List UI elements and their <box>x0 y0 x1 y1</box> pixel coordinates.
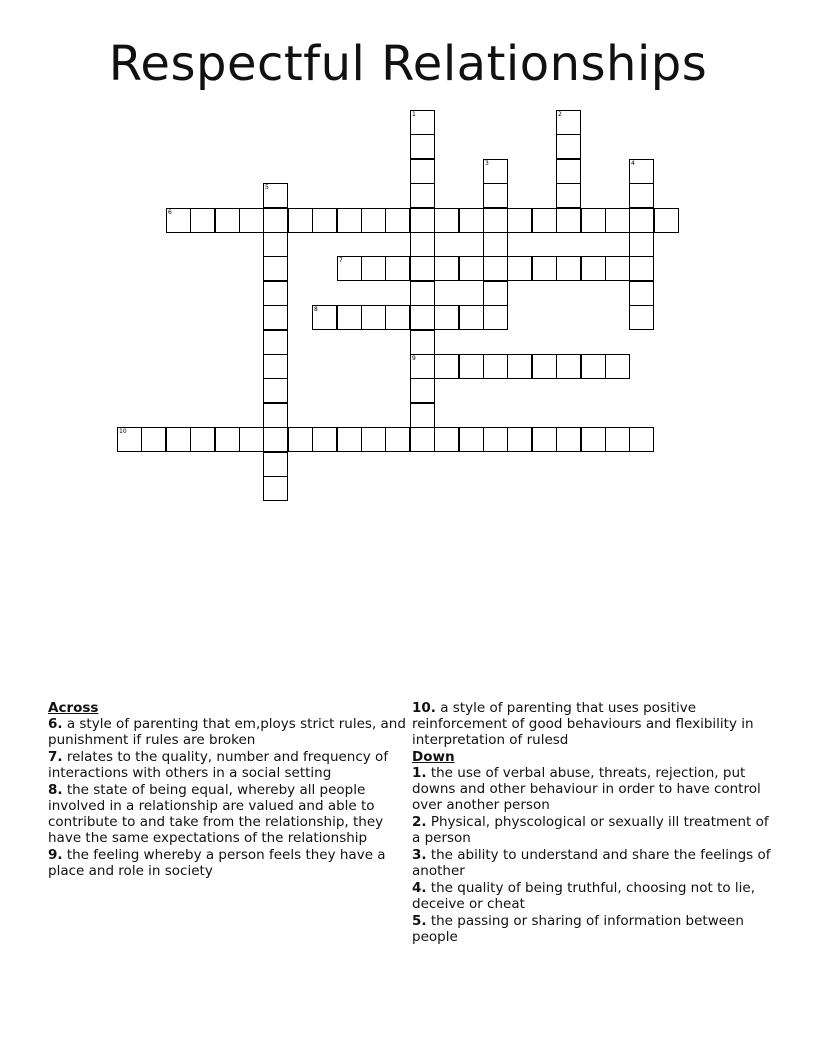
clue-text: a style of parenting that em,ploys strict rules, and punishment if rules are broken <box>48 716 406 748</box>
grid-cell[interactable] <box>629 305 654 330</box>
clue-number: 2. <box>412 814 427 830</box>
grid-cell[interactable] <box>263 281 288 306</box>
grid-cell[interactable] <box>507 427 532 452</box>
grid-cell[interactable] <box>434 354 459 379</box>
cell-number: 9 <box>412 355 416 362</box>
clue-across-8 <box>48 782 408 846</box>
clue-across-10 <box>412 700 772 748</box>
clue-number: 9. <box>48 847 63 863</box>
grid-cell[interactable] <box>556 427 581 452</box>
cell-number: 7 <box>339 257 343 264</box>
clue-text: Physical, physcological or sexually ill treatment of a person <box>412 814 769 846</box>
clue-number: 1. <box>412 765 427 781</box>
grid-cell[interactable] <box>337 427 362 452</box>
grid-cell[interactable] <box>556 208 581 233</box>
clue-text: relates to the quality, number and frequency of interactions with others in a social setting <box>48 749 389 781</box>
grid-cell[interactable] <box>434 208 459 233</box>
grid-cell[interactable] <box>581 354 606 379</box>
grid-cell[interactable] <box>385 256 410 281</box>
grid-cell[interactable] <box>483 427 508 452</box>
clue-number: 3. <box>412 847 427 863</box>
grid-cell[interactable] <box>410 134 435 159</box>
grid-cell[interactable] <box>654 208 679 233</box>
grid-cell-2[interactable] <box>556 110 581 135</box>
clue-number: 7. <box>48 749 63 765</box>
grid-cell[interactable] <box>263 232 288 257</box>
grid-cell[interactable] <box>556 354 581 379</box>
grid-cell[interactable] <box>263 208 288 233</box>
clue-number: 5. <box>412 913 427 929</box>
page-title: Respectful Relationships <box>108 36 708 92</box>
grid-cell[interactable] <box>337 208 362 233</box>
down-heading: Down <box>412 749 455 765</box>
grid-cell[interactable] <box>629 427 654 452</box>
grid-cell-6[interactable] <box>166 208 191 233</box>
grid-cell[interactable] <box>263 378 288 403</box>
grid-cell[interactable] <box>581 427 606 452</box>
clue-text: the ability to understand and share the feelings of another <box>412 847 771 879</box>
grid-cell[interactable] <box>361 427 386 452</box>
grid-cell-7[interactable] <box>337 256 362 281</box>
clue-down-4 <box>412 880 772 912</box>
grid-cell[interactable] <box>263 403 288 428</box>
cell-number: 6 <box>168 209 172 216</box>
clue-text: the feeling whereby a person feels they have a place and role in society <box>48 847 386 879</box>
cell-number: 5 <box>265 184 269 191</box>
grid-cell[interactable] <box>459 305 484 330</box>
grid-cell[interactable] <box>434 427 459 452</box>
clue-down-3 <box>412 847 772 879</box>
cell-number: 4 <box>631 160 635 167</box>
grid-cell[interactable] <box>459 354 484 379</box>
grid-cell[interactable] <box>556 159 581 184</box>
clues-left-column <box>48 700 408 880</box>
grid-cell[interactable] <box>385 208 410 233</box>
clue-number: 8. <box>48 782 63 798</box>
grid-cell[interactable] <box>410 208 435 233</box>
grid-cell[interactable] <box>410 330 435 355</box>
clue-text: the passing or sharing of information between people <box>412 913 744 945</box>
grid-cell[interactable] <box>459 427 484 452</box>
cell-number: 3 <box>485 160 489 167</box>
clue-number: 10. <box>412 700 436 716</box>
grid-cell[interactable] <box>141 427 166 452</box>
grid-cell[interactable] <box>166 427 191 452</box>
grid-cell[interactable] <box>361 305 386 330</box>
grid-cell[interactable] <box>215 427 240 452</box>
grid-cell[interactable] <box>410 378 435 403</box>
clue-text: the state of being equal, whereby all people involved in a relationship are valued and able to contribute to and take from the relationship, they have the same expectations of the relationship <box>48 782 384 846</box>
grid-cell[interactable] <box>410 159 435 184</box>
grid-cell[interactable] <box>312 427 337 452</box>
grid-cell[interactable] <box>263 256 288 281</box>
grid-cell[interactable] <box>629 281 654 306</box>
clue-text: the quality of being truthful, choosing not to lie, deceive or cheat <box>412 880 756 912</box>
clue-number: 6. <box>48 716 63 732</box>
grid-cell[interactable] <box>629 256 654 281</box>
grid-cell[interactable] <box>434 305 459 330</box>
grid-cell-1[interactable] <box>410 110 435 135</box>
grid-cell[interactable] <box>263 305 288 330</box>
grid-cell[interactable] <box>507 256 532 281</box>
grid-cell[interactable] <box>410 183 435 208</box>
clue-text: a style of parenting that uses positive reinforcement of good behaviours and flexibility in interpretation of rulesd <box>412 700 754 748</box>
grid-cell[interactable] <box>263 476 288 501</box>
grid-cell[interactable] <box>410 232 435 257</box>
grid-cell[interactable] <box>483 208 508 233</box>
grid-cell[interactable] <box>263 354 288 379</box>
grid-cell[interactable] <box>385 427 410 452</box>
grid-cell[interactable] <box>239 427 264 452</box>
grid-cell[interactable] <box>263 330 288 355</box>
grid-cell[interactable] <box>288 427 313 452</box>
grid-cell[interactable] <box>410 305 435 330</box>
grid-cell[interactable] <box>385 305 410 330</box>
clue-down-5 <box>412 913 772 945</box>
clue-across-6 <box>48 716 408 748</box>
grid-cell[interactable] <box>361 256 386 281</box>
grid-cell[interactable] <box>410 256 435 281</box>
grid-cell[interactable] <box>532 208 557 233</box>
grid-cell[interactable] <box>556 183 581 208</box>
clue-across-9 <box>48 847 408 879</box>
grid-cell-3[interactable] <box>483 159 508 184</box>
clue-down-2 <box>412 814 772 846</box>
grid-cell[interactable] <box>410 403 435 428</box>
grid-cell-9[interactable] <box>410 354 435 379</box>
grid-cell[interactable] <box>263 427 288 452</box>
clues-right-column <box>412 700 772 946</box>
grid-cell[interactable] <box>483 305 508 330</box>
cell-number: 10 <box>119 428 127 435</box>
grid-cell[interactable] <box>605 256 630 281</box>
grid-cell[interactable] <box>532 256 557 281</box>
grid-cell[interactable] <box>239 208 264 233</box>
cell-number: 2 <box>558 111 562 118</box>
grid-cell[interactable] <box>532 354 557 379</box>
grid-cell[interactable] <box>605 354 630 379</box>
grid-cell[interactable] <box>190 208 215 233</box>
grid-cell-5[interactable] <box>263 183 288 208</box>
grid-cell[interactable] <box>581 256 606 281</box>
grid-cell[interactable] <box>483 232 508 257</box>
grid-cell[interactable] <box>605 208 630 233</box>
grid-cell[interactable] <box>215 208 240 233</box>
grid-cell[interactable] <box>361 208 386 233</box>
grid-cell[interactable] <box>337 305 362 330</box>
grid-cell[interactable] <box>581 208 606 233</box>
clue-across-7 <box>48 749 408 781</box>
cell-number: 8 <box>314 306 318 313</box>
grid-cell[interactable] <box>312 208 337 233</box>
across-heading: Across <box>48 700 99 716</box>
grid-cell[interactable] <box>507 208 532 233</box>
grid-cell[interactable] <box>483 281 508 306</box>
grid-cell[interactable] <box>190 427 215 452</box>
grid-cell[interactable] <box>459 208 484 233</box>
clue-number: 4. <box>412 880 427 896</box>
grid-cell[interactable] <box>410 281 435 306</box>
cell-number: 1 <box>412 111 416 118</box>
grid-cell[interactable] <box>507 354 532 379</box>
grid-cell[interactable] <box>556 134 581 159</box>
clue-text: the use of verbal abuse, threats, rejection, put downs and other behaviour in order to have control over another person <box>412 765 761 813</box>
grid-cell-8[interactable] <box>312 305 337 330</box>
grid-cell[interactable] <box>410 427 435 452</box>
grid-cell-4[interactable] <box>629 159 654 184</box>
grid-cell[interactable] <box>629 183 654 208</box>
grid-cell[interactable] <box>532 427 557 452</box>
grid-cell[interactable] <box>483 256 508 281</box>
clue-down-1 <box>412 765 772 813</box>
grid-cell[interactable] <box>288 208 313 233</box>
grid-cell[interactable] <box>434 256 459 281</box>
grid-cell[interactable] <box>629 232 654 257</box>
grid-cell[interactable] <box>605 427 630 452</box>
grid-cell[interactable] <box>459 256 484 281</box>
grid-cell[interactable] <box>483 354 508 379</box>
grid-cell[interactable] <box>629 208 654 233</box>
grid-cell[interactable] <box>263 452 288 477</box>
grid-cell[interactable] <box>556 256 581 281</box>
grid-cell-10[interactable] <box>117 427 142 452</box>
grid-cell[interactable] <box>483 183 508 208</box>
